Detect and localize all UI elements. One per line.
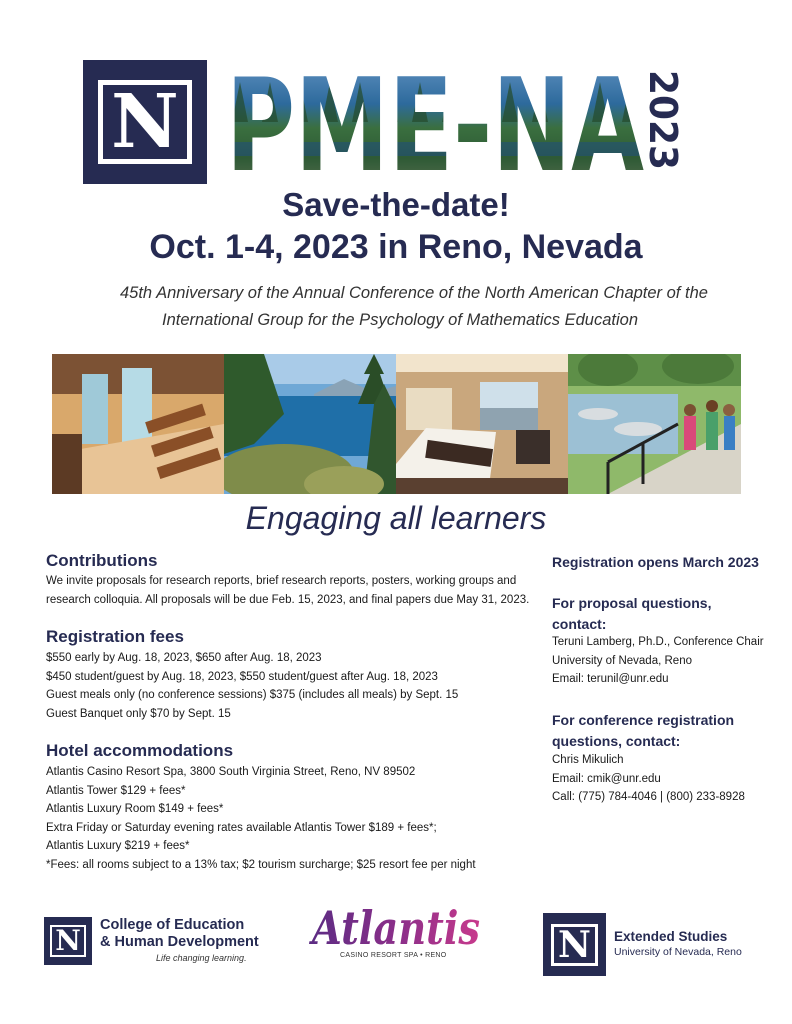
contact-email[interactable]: Email: cmik@unr.edu [552, 772, 661, 785]
photo-strip [52, 354, 741, 494]
logo-letter: N [551, 924, 598, 966]
hotel-line: Extra Friday or Saturday evening rates available Atlantis Tower $189 + fees*; [46, 821, 437, 834]
unr-logo [83, 60, 207, 184]
heading-line: For proposal questions, [552, 595, 712, 611]
proposal-contact-heading [552, 593, 711, 635]
heading-line: questions, contact: [552, 733, 681, 749]
atlantis-wordmark: Atlantis [308, 901, 480, 955]
pme-na-wordmark: PME-NA [226, 62, 644, 182]
registration-contact-heading [552, 710, 734, 752]
extended-studies-logo-mark [543, 913, 606, 976]
contact-name: Chris Mikulich [552, 754, 624, 766]
heading-line: For conference registration [552, 712, 735, 728]
fee-line: Guest meals only (no conference sessions) $375 (includes all meals) by Sept. 15 [46, 689, 459, 701]
conference-subtitle [120, 280, 708, 334]
contact-phone: Call: (775) 784-4046 | (800) 233-8928 [552, 791, 745, 803]
registration-opens: Registration opens March 2023 [552, 554, 759, 570]
coe-logo-mark [44, 917, 92, 965]
registration-fees-heading: Registration fees [46, 627, 184, 646]
proposal-contact-info [552, 633, 764, 689]
subtitle-line: International Group for the Psychology of Mathematics Education [161, 311, 638, 329]
hotel-line: Atlantis Luxury Room $149 + fees* [46, 803, 224, 815]
logo-letter: N [50, 925, 86, 957]
contributions-heading: Contributions [46, 551, 158, 570]
hotel-room-photo [396, 354, 568, 494]
conference-title [226, 62, 646, 182]
coe-line: College of Education [100, 917, 245, 933]
contact-org: University of Nevada, Reno [552, 654, 692, 667]
hotel-line: Atlantis Casino Resort Spa, 3800 South Virginia Street, Reno, NV 89502 [46, 766, 416, 778]
registration-fees-text [46, 649, 458, 723]
lake-tahoe-photo [224, 354, 396, 494]
spa-photo [52, 354, 224, 494]
coe-line: & Human Development [100, 934, 259, 950]
tagline: Engaging all learners [245, 500, 547, 536]
fee-line: $550 early by Aug. 18, 2023, $650 after Aug. 18, 2023 [46, 652, 322, 664]
hotel-text [46, 763, 476, 874]
contact-name: Teruni Lamberg, Ph.D., Conference Chair [552, 636, 764, 648]
river-walk-photo [568, 354, 741, 494]
registration-contact-info [552, 751, 745, 807]
contributions-text [46, 572, 529, 609]
extended-studies-subtitle: University of Nevada, Reno [614, 946, 742, 958]
hotel-line: *Fees: all rooms subject to a 13% tax; $2 tourism surcharge; $25 resort fee per night [46, 858, 476, 871]
coe-name [100, 917, 259, 951]
contributions-line: research colloquia. All proposals will be due Feb. 15, 2023, and final papers due May 31, 2023. [46, 593, 530, 606]
hotel-line: Atlantis Luxury $219 + fees* [46, 840, 190, 852]
hotel-heading: Hotel accommodations [46, 741, 234, 760]
hotel-line: Atlantis Tower $129 + fees* [46, 784, 186, 797]
contributions-line: We invite proposals for research reports, brief research reports, posters, working groups and [46, 575, 517, 587]
heading-line: contact: [552, 616, 607, 632]
subtitle-line: 45th Anniversary of the Annual Conference of the North American Chapter of the [120, 284, 708, 302]
year-text: 2023 [642, 70, 685, 176]
date-location-heading: Oct. 1-4, 2023 in Reno, Nevada [149, 228, 643, 266]
extended-studies-title: Extended Studies [614, 929, 728, 944]
logo-letter: N [98, 80, 192, 164]
save-the-date-heading: Save-the-date! [282, 186, 510, 223]
atlantis-subtitle: CASINO RESORT SPA • RENO [340, 952, 447, 959]
fee-line: $450 student/guest by Aug. 18, 2023, $550 student/guest after Aug. 18, 2023 [46, 670, 438, 683]
fee-line: Guest Banquet only $70 by Sept. 15 [46, 707, 231, 720]
conference-year [642, 66, 690, 176]
contact-email[interactable]: Email: terunil@unr.edu [552, 673, 669, 685]
coe-slogan: Life changing learning. [156, 953, 247, 963]
